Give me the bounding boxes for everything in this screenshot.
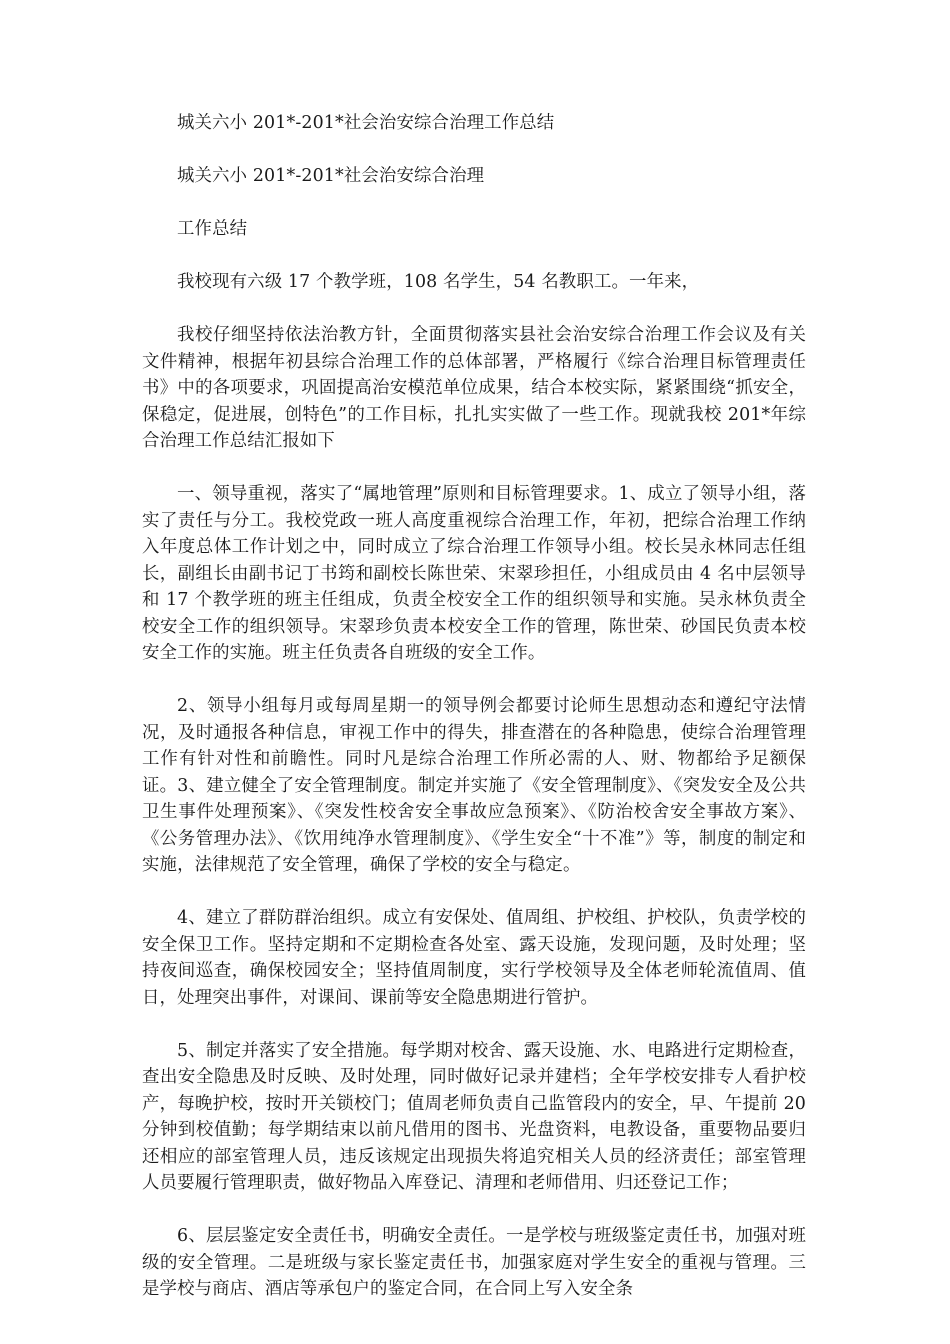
document-title: 城关六小 201*-201*社会治安综合治理工作总结 [177, 113, 555, 133]
intro-paragraph: 我校现有六级 17 个教学班，108 名学生，54 名教职工。一年来， [177, 272, 700, 292]
document-page [142, 110, 806, 1329]
body-paragraph-3: 2、领导小组每月或每周星期一的领导例会都要讨论师生思想动态和遵纪守法情况，及时通报各种信息，审视工作中的得失，排查潜在的各种隐患，使综合治理管理工作有针对性和前瞻性。同时凡是综合治理工作所必需的人、财、物都给予足额保证。3、建立健全了安全管理制度。制定并实施了《安全管理制度》、《突发安全及公共卫生事件处理预案》、《突发性校舍安全事故应急预案》、《防治校舍安全事故方案》、《公务管理办法》、《饮用纯净水管理制度》、《学生安全“十不准”》等，制度的制定和实施，法律规范了安全管理，确保了学校的安全与稳定。 [142, 696, 806, 875]
body-paragraph-2: 一、领导重视，落实了“属地管理”原则和目标管理要求。1、成立了领导小组，落实了责任与分工。我校党政一班人高度重视综合治理工作，年初，把综合治理工作纳入年度总体工作计划之中，同时成立了综合治理工作领导小组。校长吴永林同志任组长，副组长由副书记丁书筠和副校长陈世荣、宋翠珍担任，小组成员由 4 名中层领导和 17 个教学班的班主任组成，负责全校安全工作的组织领导和实施。吴永林负责全校安全工作的组织领导。宋翠珍负责本校安全工作的管理，陈世荣、砂国民负责本校安全工作的实施。班主任负责各自班级的安全工作。 [142, 484, 806, 663]
document-subtitle-2: 工作总结 [177, 219, 248, 239]
body-paragraph-1: 我校仔细坚持依法治教方针，全面贯彻落实县社会治安综合治理工作会议及有关文件精神，根据年初县综合治理工作的总体部署，严格履行《综合治理目标管理责任书》中的各项要求，巩固提高治安模范单位成果，结合本校实际，紧紧围绕“抓安全，保稳定，促进展，创特色”的工作目标，扎扎实实做了一些工作。现就我校 201*年综合治理工作总结汇报如下 [142, 325, 806, 451]
body-paragraph-5: 5、制定并落实了安全措施。每学期对校舍、露天设施、水、电路进行定期检查，查出安全隐患及时反映、及时处理，同时做好记录并建档；全年学校安排专人看护校产，每晚护校，按时开关锁校门；值周老师负责自己监管段内的安全，早、午提前 20 分钟到校值勤；每学期结束以前凡借用的图书、光盘资料，电教设备，重要物品要归还相应的部室管理人员，违反该规定出现损失将追究相关人员的经济责任；部室管理人员要履行管理职责，做好物品入库登记、清理和老师借用、归还登记工作； [142, 1040, 806, 1193]
body-paragraph-4: 4、建立了群防群治组织。成立有安保处、值周组、护校组、护校队，负责学校的安全保卫工作。坚持定期和不定期检查各处室、露天设施，发现问题，及时处理；坚持夜间巡查，确保校园安全；坚持值周制度，实行学校领导及全体老师轮流值周、值日，处理突出事件，对课间、课前等安全隐患期进行管护。 [142, 908, 806, 1008]
spacer [142, 190, 806, 217]
spacer [142, 137, 806, 164]
body-paragraph-6: 6、层层鉴定安全责任书，明确安全责任。一是学校与班级鉴定责任书，加强对班级的安全管理。二是班级与家长鉴定责任书，加强家庭对学生安全的重视与管理。三是学校与商店、酒店等承包户的鉴定合同，在合同上写入安全条 [142, 1226, 806, 1299]
spacer [142, 243, 806, 270]
document-subtitle: 城关六小 201*-201*社会治安综合治理 [177, 166, 485, 186]
